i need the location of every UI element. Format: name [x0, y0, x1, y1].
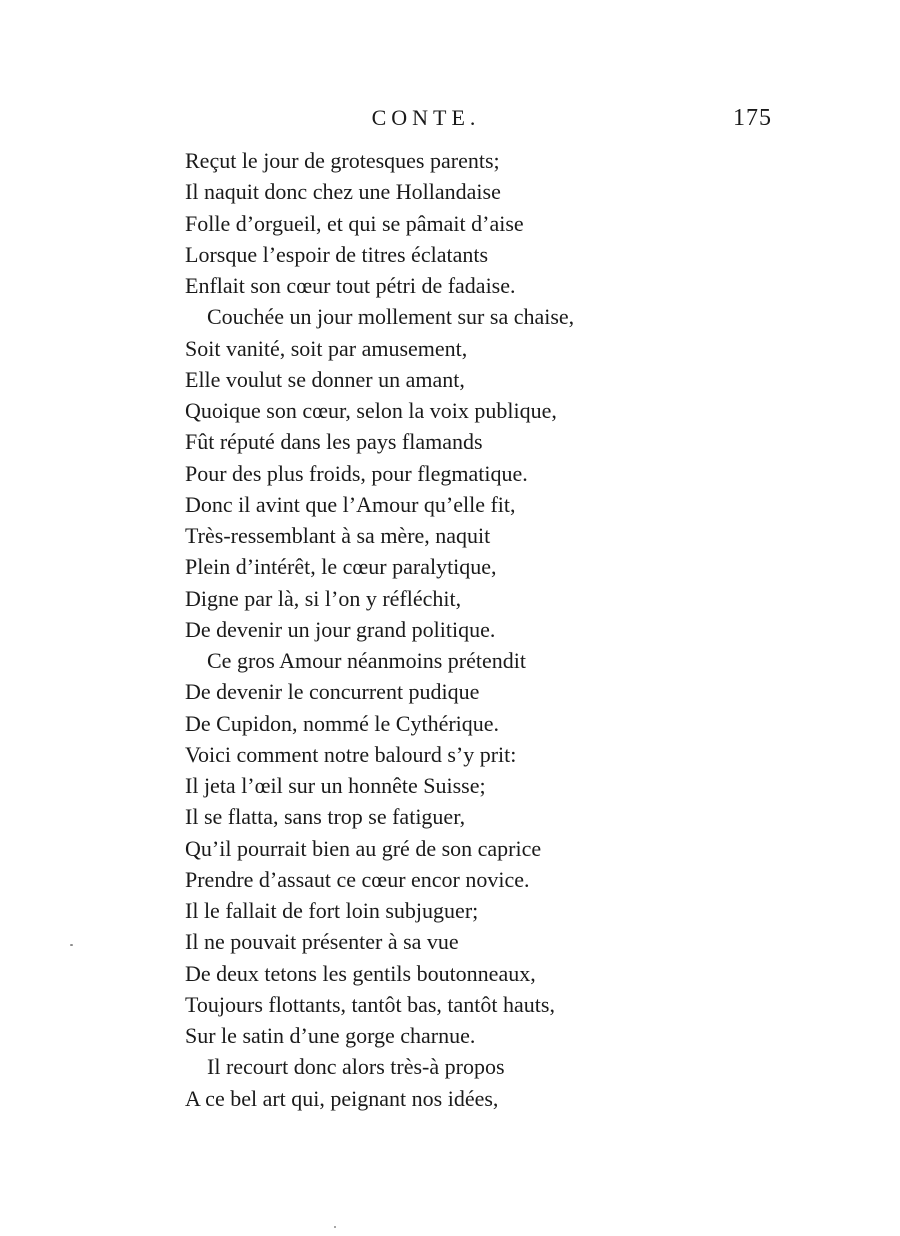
verse-line: Qu’il pourrait bien au gré de son caprice	[185, 835, 542, 861]
verse-line: Il naquit donc chez une Hollandaise	[185, 179, 501, 205]
verse-line: De devenir un jour grand politique.	[185, 616, 496, 642]
verse-line: Il ne pouvait présenter à sa vue	[185, 929, 459, 955]
verse-line: Couchée un jour mollement sur sa chaise,	[207, 304, 575, 330]
verse-line: Voici comment notre balourd s’y prit:	[185, 741, 517, 767]
paper-speck	[70, 944, 73, 946]
verse-line: Il se flatta, sans trop se fatiguer,	[185, 804, 466, 830]
verse-line: Soit vanité, soit par amusement,	[185, 335, 468, 361]
poem-text	[185, 145, 574, 1114]
verse-line: Elle voulut se donner un amant,	[185, 366, 465, 392]
verse-line: Prendre d’assaut ce cœur encor novice.	[185, 866, 530, 892]
verse-line: Plein d’intérêt, le cœur paralytique,	[185, 554, 497, 580]
verse-line: A ce bel art qui, peignant nos idées,	[185, 1085, 499, 1111]
verse-line: Ce gros Amour néanmoins prétendit	[207, 648, 526, 673]
verse-line: Lorsque l’espoir de titres éclatants	[185, 241, 489, 267]
verse-line: Toujours flottants, tantôt bas, tantôt hauts,	[185, 991, 555, 1017]
verse-line: Sur le satin d’une gorge charnue.	[185, 1023, 476, 1048]
verse-line: Fût réputé dans les pays flamands	[185, 429, 483, 455]
page-number: 175	[733, 105, 772, 131]
verse-line: Il jeta l’œil sur un honnête Suisse;	[185, 773, 486, 798]
verse-line: De Cupidon, nommé le Cythérique.	[185, 710, 500, 736]
verse-line: De devenir le concurrent pudique	[185, 679, 480, 705]
paper-speck	[334, 1226, 336, 1228]
verse-line: Reçut le jour de grotesques parents;	[185, 148, 500, 173]
verse-line: Pour des plus froids, pour flegmatique.	[185, 460, 528, 486]
verse-line: Très-ressemblant à sa mère, naquit	[185, 523, 491, 548]
verse-line: De deux tetons les gentils boutonneaux,	[185, 960, 536, 986]
verse-line: Folle d’orgueil, et qui se pâmait d’aise	[185, 210, 524, 236]
running-head-title: CONTE.	[371, 105, 481, 130]
verse-line: Enflait son cœur tout pétri de fadaise.	[185, 273, 516, 298]
verse-line: Donc il avint que l’Amour qu’elle fit,	[185, 491, 516, 517]
verse-line: Il le fallait de fort loin subjuguer;	[185, 898, 479, 923]
verse-line: Il recourt donc alors très-à propos	[207, 1054, 505, 1080]
verse-line: Quoique son cœur, selon la voix publique,	[185, 398, 557, 423]
verse-line: Digne par là, si l’on y réfléchit,	[185, 585, 462, 611]
